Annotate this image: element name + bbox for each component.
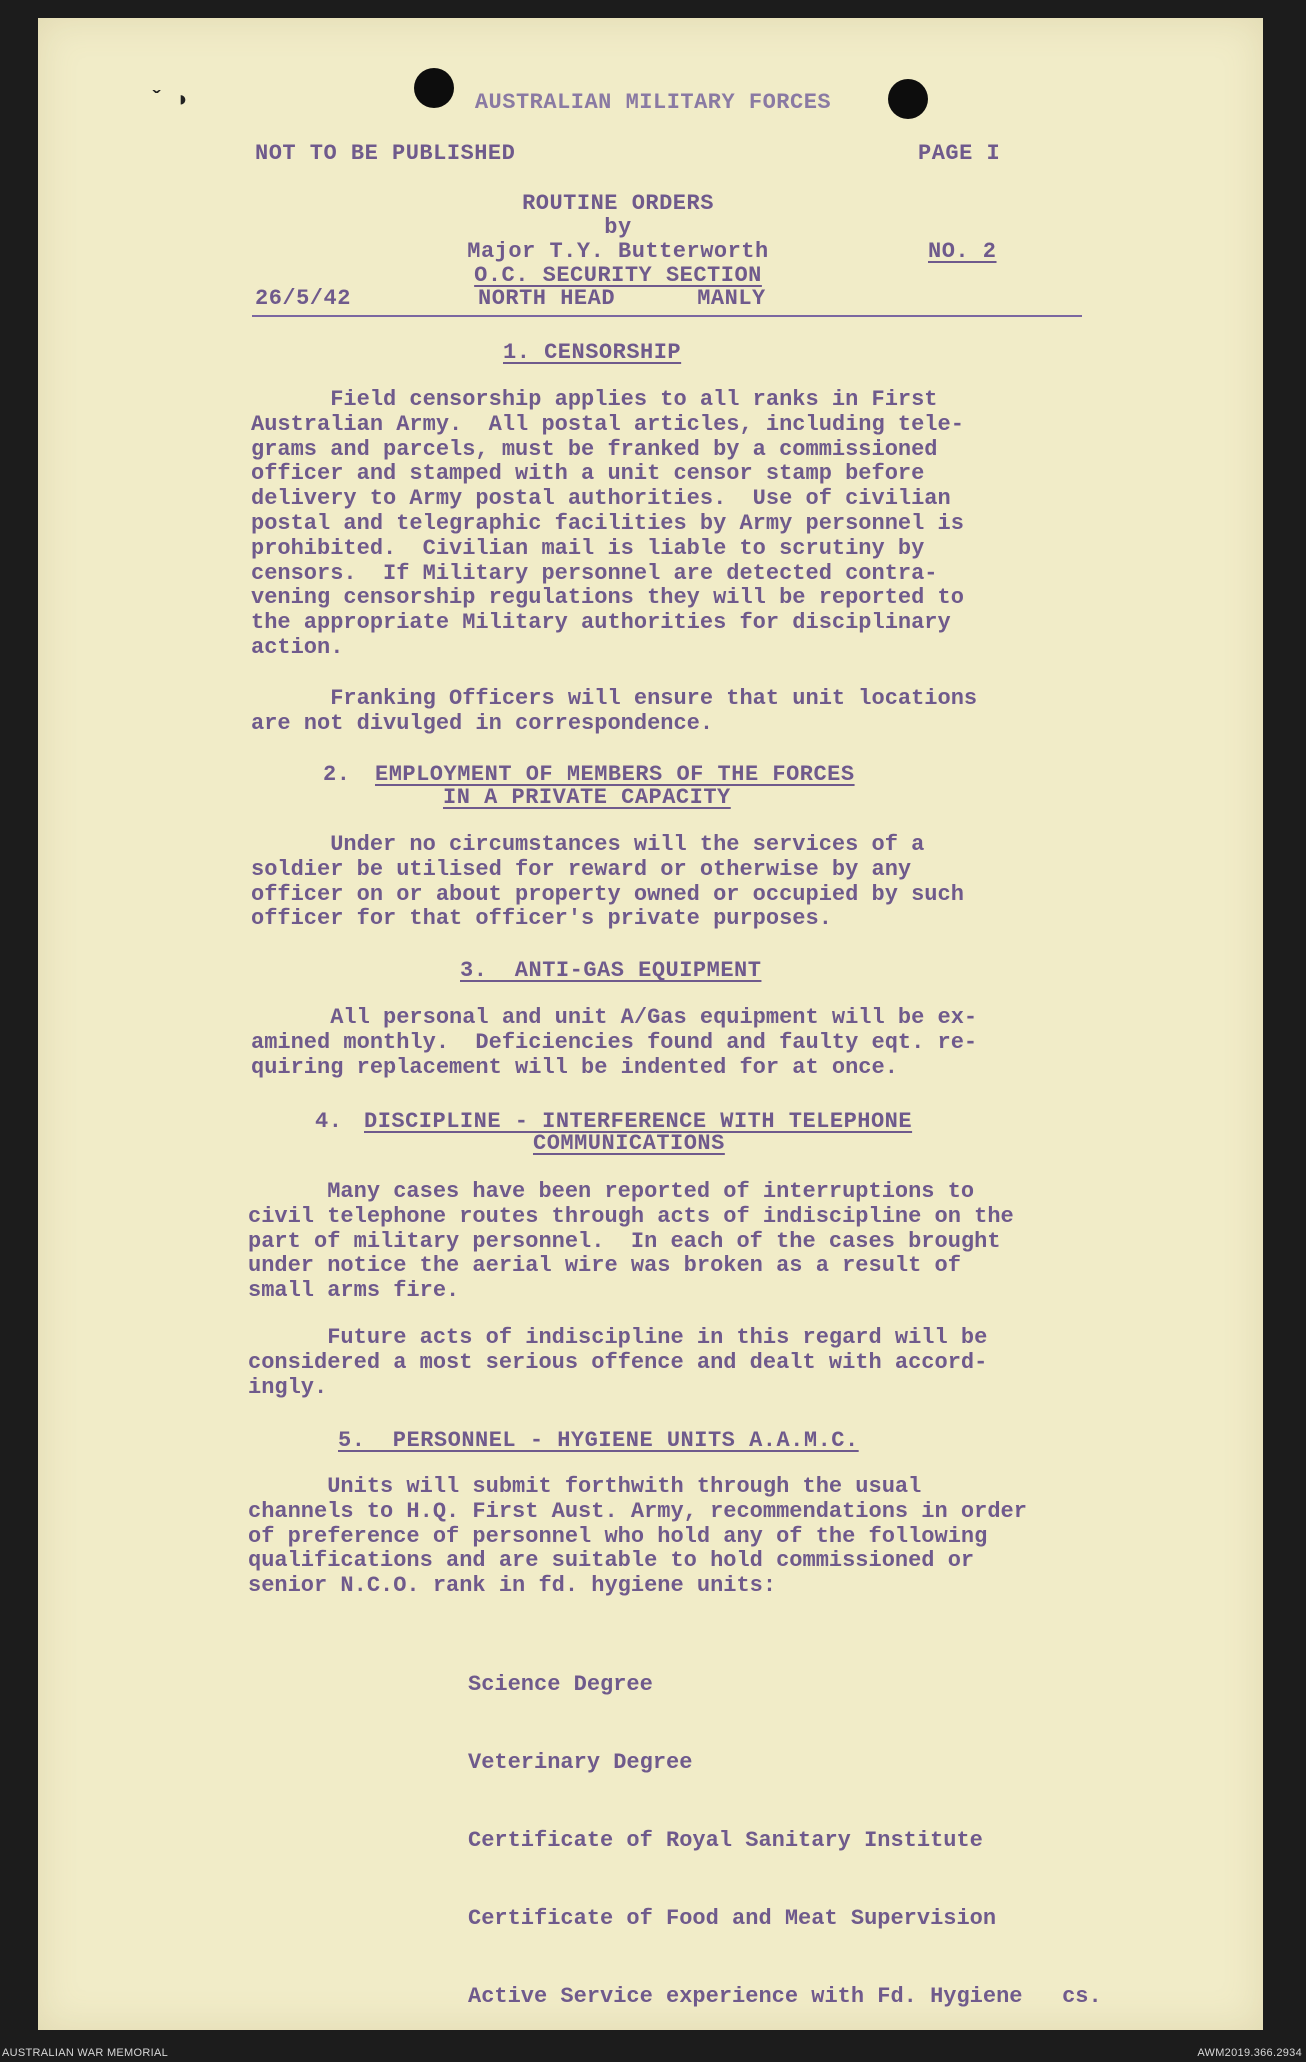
section-5-paragraph-1: Units will submit forthwith through the usual channels to H.Q. First Aust. Army, recommendations in order of preference of personnel who hold any of the following qualifications and are suitable to hold commissioned or senior N.C.O. rank in fd. hygiene units:	[248, 1474, 1027, 1599]
section-2-heading-line-2: IN A PRIVATE CAPACITY	[443, 785, 731, 810]
orders-author: Major T.Y. Butterworth	[467, 239, 769, 264]
section-1-heading: 1. CENSORSHIP	[503, 340, 682, 365]
footer-credit: AUSTRALIAN WAR MEMORIAL	[2, 2047, 169, 2059]
section-1-paragraph-2: Franking Officers will ensure that unit locations are not divulged in correspondence.	[251, 686, 978, 736]
section-3-paragraph-1: All personal and unit A/Gas equipment will be ex- amined monthly. Deficiencies found and faulty eqt. re- quiring replacement will be indented for at once.	[251, 1005, 978, 1080]
qualification-list	[468, 1620, 1102, 2062]
section-2-paragraph-1: Under no circumstances will the services of a soldier be utilised for reward or otherwise by any officer on or about property owned or occupied by such officer for that officer's private purposes.	[251, 832, 964, 932]
list-item: Active Service experience with Fd. Hygiene cs.	[468, 1984, 1102, 2009]
section-3-heading: 3. ANTI-GAS EQUIPMENT	[460, 958, 762, 983]
section-4-paragraph-2: Future acts of indiscipline in this regard will be considered a most serious offence and dealt with accord- ingly.	[248, 1325, 988, 1400]
orders-title: ROUTINE ORDERS	[522, 191, 714, 216]
list-item: Certificate of Food and Meat Supervision	[468, 1906, 997, 1931]
orders-number: NO. 2	[928, 239, 997, 264]
org-heading: AUSTRALIAN MILITARY FORCES	[474, 90, 832, 115]
footer-accession-number: AWM2019.366.2934	[1197, 2047, 1302, 2059]
document-page	[38, 18, 1263, 2030]
orders-place: NORTH HEAD MANLY	[478, 286, 766, 311]
section-4-number: 4.	[315, 1109, 343, 1134]
page-number: PAGE I	[918, 141, 1001, 166]
section-4-heading-line-1: DISCIPLINE - INTERFERENCE WITH TELEPHONE	[364, 1109, 913, 1134]
orders-date: 26/5/42	[255, 286, 351, 311]
header-rule	[252, 315, 1082, 317]
orders-by: by	[604, 215, 632, 240]
restriction-label: NOT TO BE PUBLISHED	[255, 141, 516, 166]
section-5-heading: 5. PERSONNEL - HYGIENE UNITS A.A.M.C.	[338, 1428, 859, 1453]
section-4-heading-line-2: COMMUNICATIONS	[533, 1131, 725, 1156]
section-2-heading-line-1: EMPLOYMENT OF MEMBERS OF THE FORCES	[375, 762, 855, 787]
list-item: Science Degree	[468, 1672, 653, 1697]
orders-unit: O.C. SECURITY SECTION	[474, 263, 762, 288]
section-4-paragraph-1: Many cases have been reported of interruptions to civil telephone routes through acts of indiscipline on the part of military personnel. In each of the cases brought under notice the aerial wire was broken as a result of small arms fire.	[248, 1179, 1014, 1304]
section-1-paragraph-1: Field censorship applies to all ranks in First Australian Army. All postal articles, including tele- grams and parcels, must be franked by a commissioned officer and stamped with a unit censor stamp before delivery to Army postal authorities. Use of civilian postal and telegraphic facilities by Army personnel is prohibited. Civilian mail is liable to scrutiny by censors. If Military personnel are detected contra- vening censorship regulations they will be reported to the appropriate Military authorities for disciplinary action.	[251, 387, 964, 660]
list-item: Certificate of Royal Sanitary Institute	[468, 1828, 983, 1853]
list-item: Veterinary Degree	[468, 1750, 693, 1775]
handwritten-mark: ˇ ◗	[150, 88, 190, 113]
section-2-number: 2.	[323, 762, 351, 787]
